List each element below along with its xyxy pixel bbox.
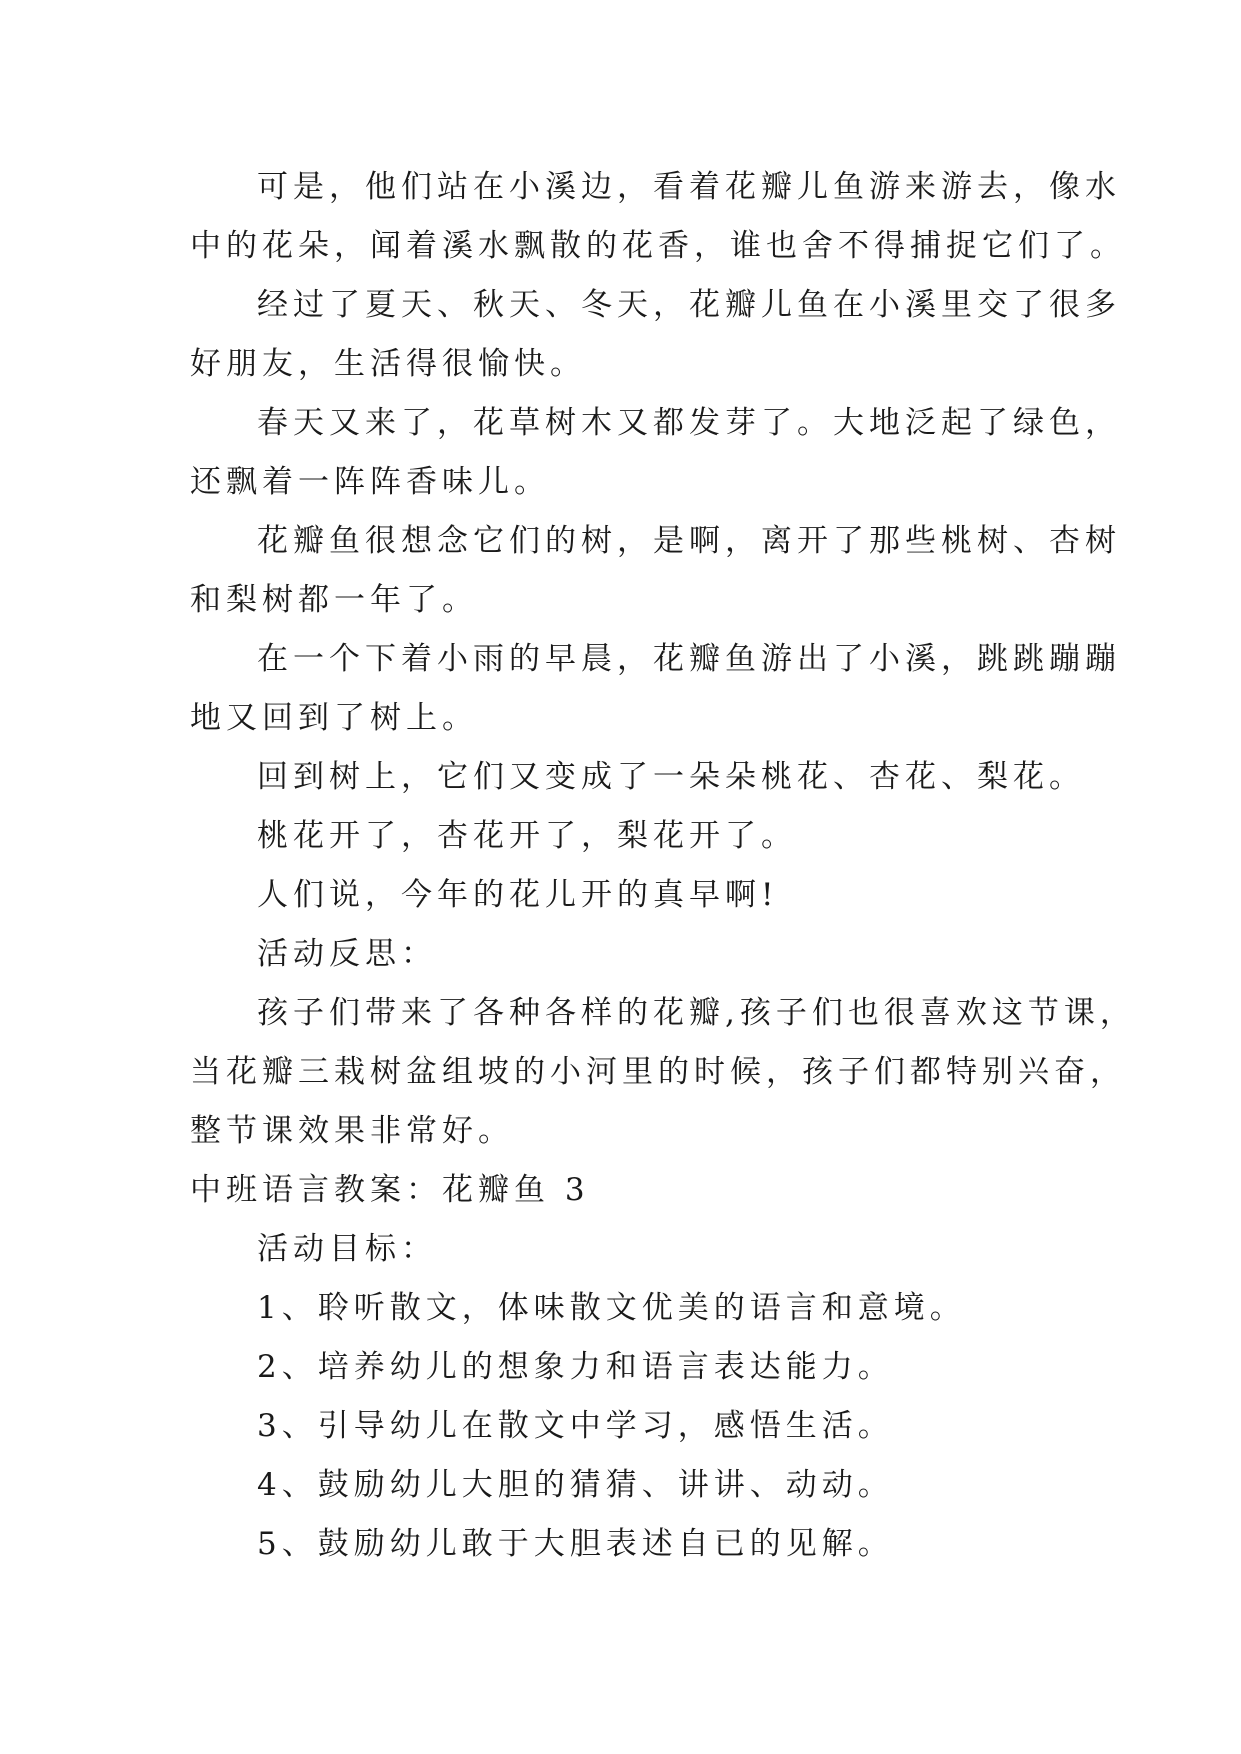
paragraph-line: 中的花朵，闻着溪水飘散的花香，谁也舍不得捕捉它们了。 bbox=[190, 228, 1126, 264]
lesson-plan-title: 中班语言教案：花瓣鱼 3 bbox=[190, 1172, 590, 1208]
paragraph-line: 当花瓣三栽树盆组坡的小河里的时候，孩子们都特别兴奋， bbox=[190, 1054, 1126, 1090]
paragraph-line: 桃花开了，杏花开了，梨花开了。 bbox=[257, 818, 797, 854]
paragraph-line: 人们说，今年的花儿开的真早啊! bbox=[257, 877, 779, 913]
paragraph-line: 和梨树都一年了。 bbox=[190, 582, 478, 618]
paragraph-line: 孩子们带来了各种各样的花瓣,孩子们也很喜欢这节课， bbox=[257, 995, 1136, 1031]
goal-item: 2、培养幼儿的想象力和语言表达能力。 bbox=[257, 1349, 894, 1385]
paragraph-line: 整节课效果非常好。 bbox=[190, 1113, 514, 1149]
paragraph-line: 在一个下着小雨的早晨，花瓣鱼游出了小溪，跳跳蹦蹦 bbox=[257, 641, 1121, 677]
goal-item: 5、鼓励幼儿敢于大胆表述自已的见解。 bbox=[257, 1526, 894, 1562]
paragraph-line: 可是，他们站在小溪边，看着花瓣儿鱼游来游去，像水 bbox=[257, 169, 1121, 205]
paragraph-line: 回到树上，它们又变成了一朵朵桃花、杏花、梨花。 bbox=[257, 759, 1085, 795]
paragraph-line: 地又回到了树上。 bbox=[190, 700, 478, 736]
paragraph-line: 好朋友，生活得很愉快。 bbox=[190, 346, 586, 382]
paragraph-line: 经过了夏天、秋天、冬天，花瓣儿鱼在小溪里交了很多 bbox=[257, 287, 1121, 323]
section-label-reflection: 活动反思： bbox=[257, 936, 437, 972]
document-body bbox=[190, 158, 1136, 1574]
goal-item: 4、鼓励幼儿大胆的猜猜、讲讲、动动。 bbox=[257, 1467, 894, 1503]
goal-item: 1、聆听散文，体味散文优美的语言和意境。 bbox=[257, 1290, 966, 1326]
paragraph-line: 还飘着一阵阵香味儿。 bbox=[190, 464, 550, 500]
paragraph-line: 花瓣鱼很想念它们的树，是啊，离开了那些桃树、杏树 bbox=[257, 523, 1121, 559]
paragraph-line: 春天又来了，花草树木又都发芽了。大地泛起了绿色， bbox=[257, 405, 1121, 441]
goal-item: 3、引导幼儿在散文中学习，感悟生活。 bbox=[257, 1408, 894, 1444]
section-label-goals: 活动目标： bbox=[257, 1231, 437, 1267]
